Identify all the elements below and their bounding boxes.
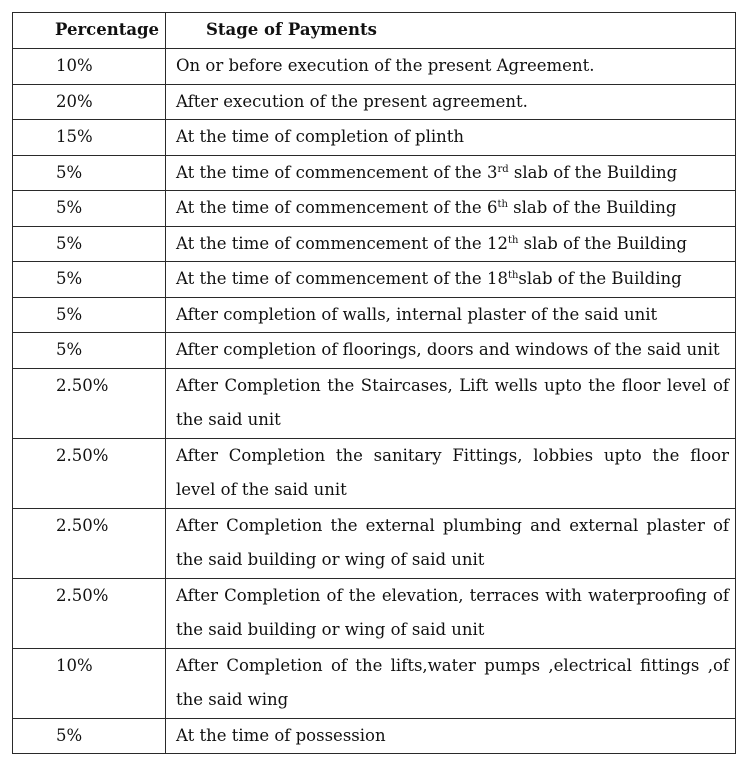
stage-cell: At the time of completion of plinth xyxy=(166,120,736,156)
ordinal-suffix: th xyxy=(507,270,519,281)
stage-cell: After completion of walls, internal plaster of the said unit xyxy=(166,297,736,333)
percentage-cell: 5% xyxy=(13,262,166,298)
stage-cell: On or before execution of the present Agreement. xyxy=(166,49,736,85)
stage-cell: After completion of floorings, doors and windows of the said unit xyxy=(166,333,736,369)
percentage-cell: 2.50% xyxy=(13,508,166,578)
stage-text: slab of the Building xyxy=(507,198,677,217)
payment-schedule-table xyxy=(12,12,736,754)
percentage-cell: 2.50% xyxy=(13,578,166,648)
stage-cell xyxy=(166,262,736,298)
stage-text: At the time of commencement of the 12 xyxy=(176,233,508,253)
stage-text: At the time of commencement of the 18 xyxy=(176,269,508,288)
table-row xyxy=(13,648,736,718)
table-row xyxy=(13,155,736,191)
stage-cell: At the time of possession xyxy=(166,718,736,754)
table-row xyxy=(13,578,736,648)
stage-cell: After execution of the present agreement. xyxy=(166,84,736,120)
percentage-cell: 5% xyxy=(13,191,166,227)
stage-text: slab of the Building xyxy=(518,269,682,288)
ordinal-suffix: th xyxy=(507,234,519,246)
table-row xyxy=(13,297,736,333)
percentage-cell: 5% xyxy=(13,718,166,754)
stage-text: At the time of commencement of the 3 xyxy=(176,162,498,182)
percentage-cell: 10% xyxy=(13,648,166,718)
table-row xyxy=(13,438,736,508)
stage-cell: After Completion of the lifts,water pumps ,electrical fittings ,of the said wing xyxy=(166,648,736,718)
table-row xyxy=(13,718,736,754)
table-row xyxy=(13,333,736,369)
table-row xyxy=(13,226,736,262)
table-row xyxy=(13,49,736,85)
ordinal-suffix: rd xyxy=(497,163,509,175)
table-row xyxy=(13,368,736,438)
percentage-cell: 2.50% xyxy=(13,368,166,438)
table-row xyxy=(13,120,736,156)
stage-cell: After Completion the sanitary Fittings, lobbies upto the floor level of the said unit xyxy=(166,438,736,508)
percentage-cell: 5% xyxy=(13,226,166,262)
stage-cell xyxy=(166,226,736,262)
percentage-cell: 5% xyxy=(13,297,166,333)
stage-cell: After Completion of the elevation, terraces with waterproofing of the said building or wing of said unit xyxy=(166,578,736,648)
percentage-cell: 5% xyxy=(13,333,166,369)
table-row xyxy=(13,84,736,120)
table-row xyxy=(13,262,736,298)
stage-header: Stage of Payments xyxy=(166,13,736,49)
percentage-cell: 20% xyxy=(13,84,166,120)
stage-cell: After Completion the Staircases, Lift wells upto the floor level of the said unit xyxy=(166,368,736,438)
percentage-header: Percentage xyxy=(13,13,166,49)
table-header-row xyxy=(13,13,736,49)
percentage-cell: 10% xyxy=(13,49,166,85)
stage-cell: After Completion the external plumbing and external plaster of the said building or wing of said unit xyxy=(166,508,736,578)
table-row xyxy=(13,508,736,578)
stage-cell xyxy=(166,191,736,227)
percentage-cell: 5% xyxy=(13,155,166,191)
ordinal-suffix: th xyxy=(497,199,508,210)
stage-text: slab of the Building xyxy=(518,233,687,253)
percentage-cell: 15% xyxy=(13,120,166,156)
stage-text: At the time of commencement of the 6 xyxy=(176,198,498,217)
percentage-cell: 2.50% xyxy=(13,438,166,508)
table-row xyxy=(13,191,736,227)
stage-cell xyxy=(166,155,736,191)
stage-text: slab of the Building xyxy=(508,162,678,182)
